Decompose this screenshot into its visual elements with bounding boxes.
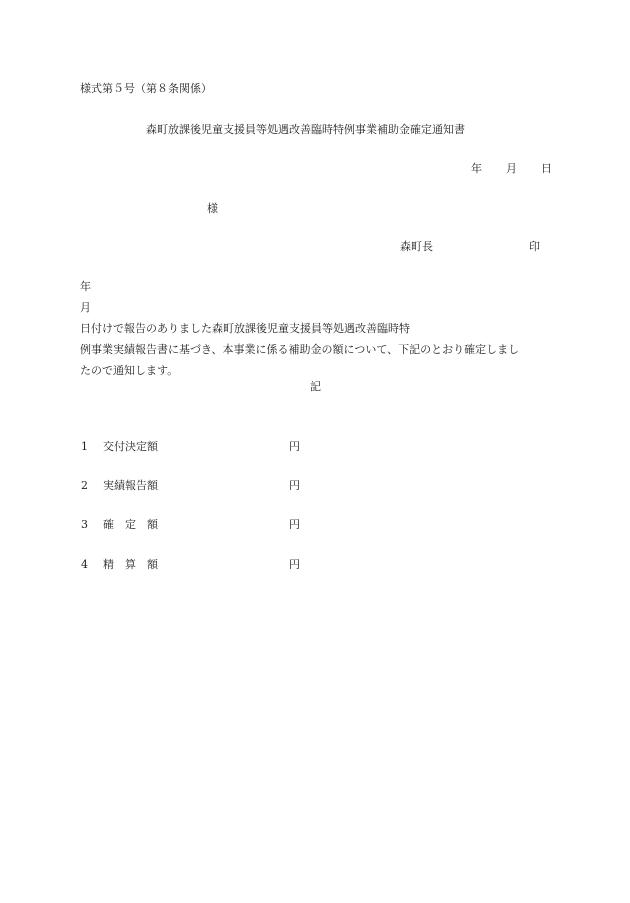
item-unit: 円 — [289, 518, 300, 531]
ki-heading: 記 — [310, 380, 321, 393]
body-month: 月 — [80, 301, 91, 314]
item-number: 3 — [81, 518, 88, 531]
body-line-1-text: 日付けで報告のありました森町放課後児童支援員等処遇改善臨時特 — [80, 322, 410, 335]
body-line-3: たので通知します。 — [80, 364, 179, 377]
item-unit: 円 — [289, 479, 300, 492]
form-number: 様式第５号（第８条関係） — [80, 82, 212, 95]
item-unit: 円 — [289, 558, 300, 571]
item-number: 2 — [81, 479, 88, 492]
notice-body — [80, 276, 552, 381]
date-day: 日 — [541, 162, 552, 175]
seal-mark: 印 — [529, 240, 540, 253]
document-title: 森町放課後児童支援員等処遇改善臨時特例事業補助金確定通知書 — [146, 123, 465, 136]
date-month: 月 — [506, 162, 517, 175]
item-unit: 円 — [289, 440, 300, 453]
sender-name: 森町長 — [400, 240, 433, 253]
date-year: 年 — [471, 162, 482, 175]
body-line-2: 例事業実績報告書に基づき、本事業に係る補助金の額について、下記のとおり確定しまし — [80, 343, 520, 356]
item-label: 交付決定額 — [103, 440, 158, 453]
body-line-1 — [80, 276, 552, 339]
item-label: 実績報告額 — [103, 479, 158, 492]
item-number: 1 — [81, 440, 88, 453]
body-year: 年 — [80, 280, 91, 293]
item-label: 精 算 額 — [103, 558, 158, 571]
item-number: 4 — [81, 558, 88, 571]
item-label: 確 定 額 — [103, 518, 158, 531]
addressee-honorific: 様 — [207, 202, 218, 215]
